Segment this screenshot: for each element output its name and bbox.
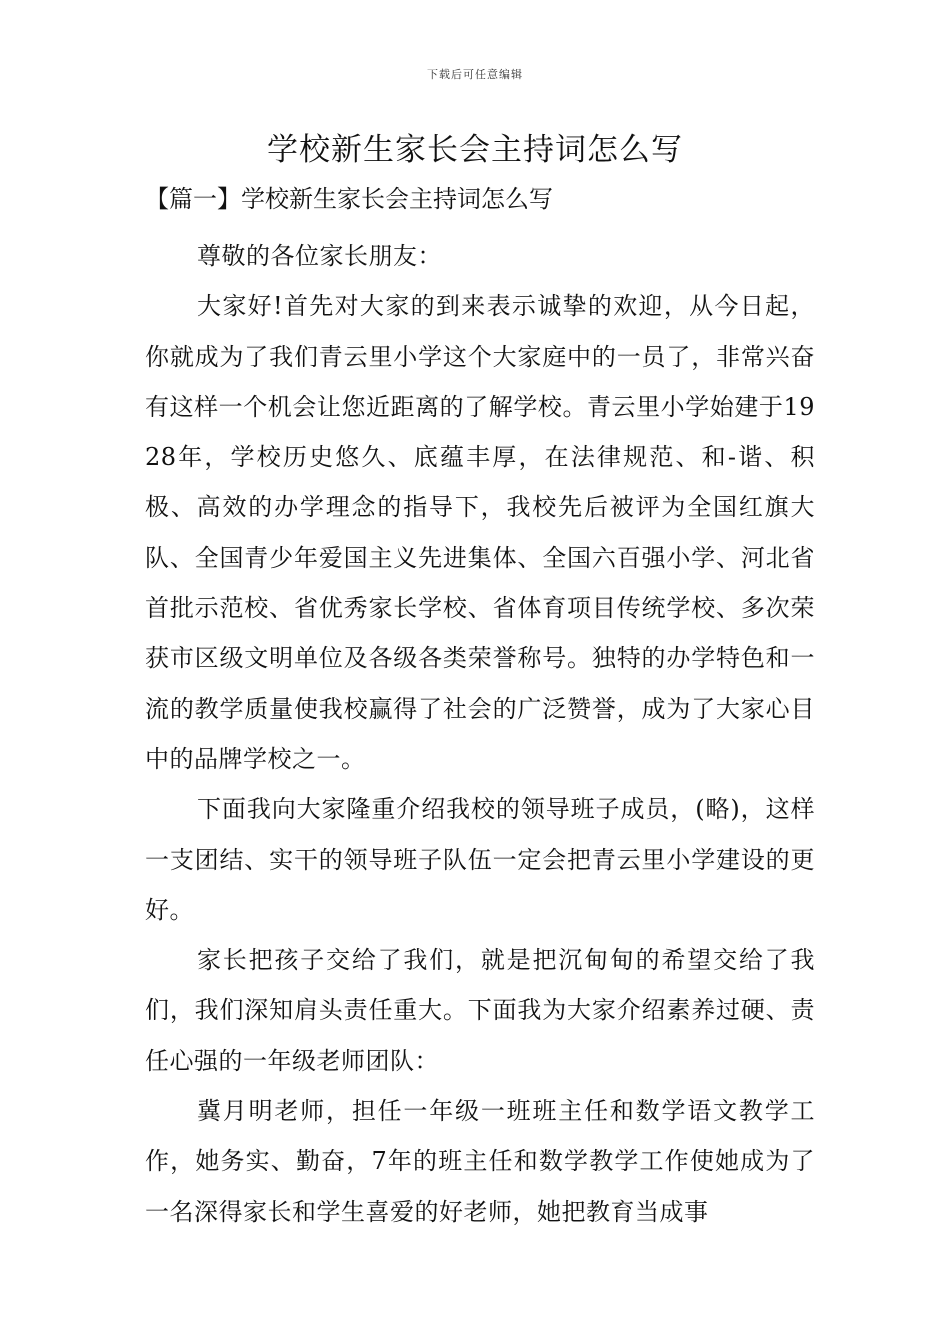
document-body [145, 231, 815, 1237]
section-heading: 【篇一】学校新生家长会主持词怎么写 [145, 185, 553, 213]
paragraph-teacher-profile: 冀月明老师，担任一年级一班班主任和数学语文教学工作，她务实、勤奋，7年的班主任和数学教学工作使她成为了一名深得家长和学生喜爱的好老师，她把教育当成事 [145, 1097, 815, 1226]
document-title: 学校新生家长会主持词怎么写 [267, 132, 683, 168]
paragraph-teacher-team: 家长把孩子交给了我们，就是把沉甸甸的希望交给了我们，我们深知肩头责任重大。下面我为大家介绍素养过硬、责任心强的一年级老师团队： [145, 946, 815, 1075]
paragraph-greeting: 尊敬的各位家长朋友： [197, 242, 442, 270]
page-header-note: 下载后可任意编辑 [427, 68, 523, 81]
paragraph-school-intro: 大家好!首先对大家的到来表示诚挚的欢迎，从今日起，你就成为了我们青云里小学这个大家庭中的一员了，非常兴奋有这样一个机会让您近距离的了解学校。青云里小学始建于1928年，学校历史悠久、底蕴丰厚，在法律规范、和-谐、积极、高效的办学理念的指导下，我校先后被评为全国红旗大队、全国青少年爱国主义先进集体、全国六百强小学、河北省首批示范校、省优秀家长学校、省体育项目传统学校、多次荣获市区级文明单位及各级各类荣誉称号。独特的办学特色和一流的教学质量使我校赢得了社会的广泛赞誉，成为了大家心目中的品牌学校之一。 [145, 292, 815, 773]
paragraph-leadership: 下面我向大家隆重介绍我校的领导班子成员，(略)，这样一支团结、实干的领导班子队伍一定会把青云里小学建设的更好。 [145, 795, 815, 924]
